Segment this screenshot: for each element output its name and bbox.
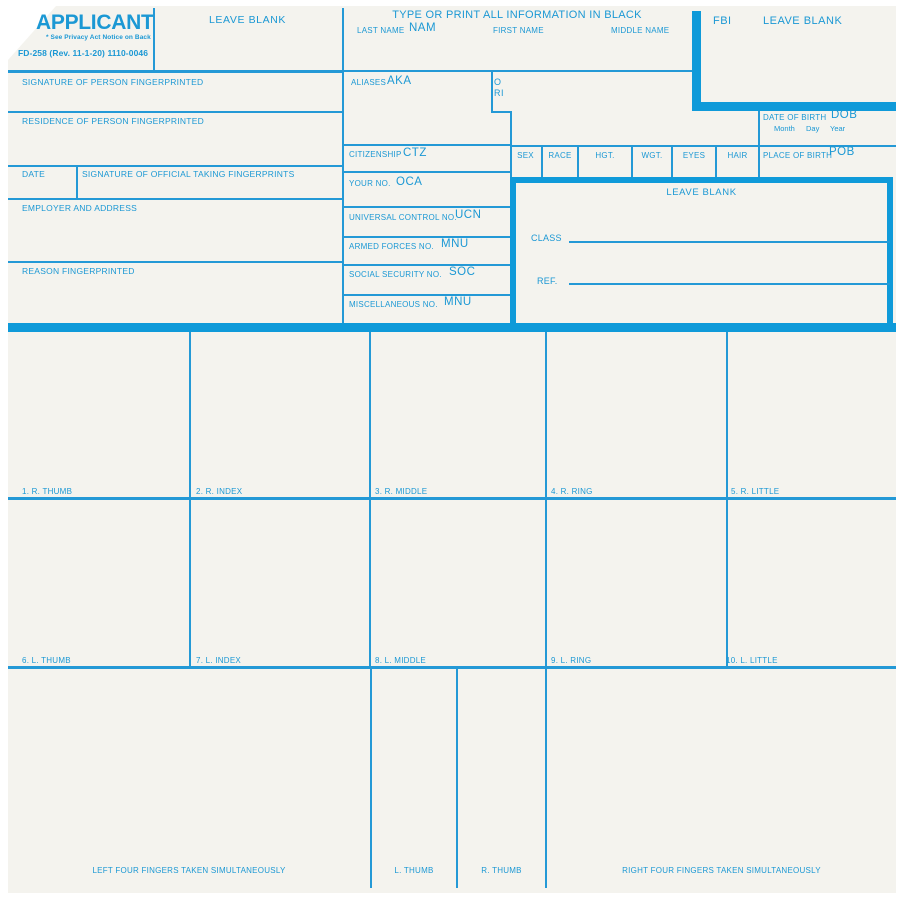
reason-label: REASON FINGERPRINTED	[22, 266, 135, 276]
aliases-value[interactable]: AKA	[387, 75, 412, 87]
reason-field[interactable]	[10, 278, 340, 320]
fbi-label: FBI	[713, 15, 732, 27]
last-name-label: LAST NAME	[357, 26, 405, 35]
section-divider-bar	[8, 323, 896, 332]
miscellaneous-value[interactable]: MNU	[444, 296, 472, 308]
divider	[456, 669, 458, 888]
print-box-l-thumb[interactable]	[8, 500, 187, 652]
class-box-title: LEAVE BLANK	[666, 187, 737, 198]
hair-header[interactable]: HAIR	[727, 151, 748, 160]
print-label-r-middle: 3. R. MIDDLE	[375, 487, 428, 496]
print-label-l-little: 10. L. LITTLE	[726, 656, 778, 665]
residence-label: RESIDENCE OF PERSON FINGERPRINTED	[22, 116, 205, 126]
armed-forces-label: ARMED FORCES NO.	[349, 242, 434, 251]
divider	[758, 111, 760, 177]
print-label-r-little: 5. R. LITTLE	[731, 487, 780, 496]
instruction-header: TYPE OR PRINT ALL INFORMATION IN BLACK	[392, 9, 642, 21]
print-box-l-thumb-flat[interactable]	[373, 669, 454, 861]
print-box-r-thumb[interactable]	[8, 332, 187, 484]
class-leave-blank-box	[510, 177, 893, 331]
left-four-label: LEFT FOUR FINGERS TAKEN SIMULTANEOUSLY	[92, 866, 286, 875]
divider	[491, 111, 512, 113]
r-thumb-flat-label: R. THUMB	[481, 866, 522, 875]
divider	[342, 144, 512, 146]
divider	[8, 111, 342, 113]
your-no-value[interactable]: OCA	[396, 176, 423, 188]
divider	[8, 70, 342, 73]
ori-field[interactable]	[515, 75, 685, 141]
aliases-field[interactable]	[346, 92, 489, 142]
print-box-r-middle[interactable]	[371, 332, 543, 484]
applicant-title: APPLICANT	[36, 11, 154, 34]
dob-value[interactable]: DOB	[831, 109, 858, 121]
divider	[342, 206, 512, 208]
leave-blank-header-label: LEAVE BLANK	[208, 14, 287, 26]
class-label: CLASS	[531, 233, 562, 243]
social-security-label: SOCIAL SECURITY NO.	[349, 270, 442, 279]
ori-label: ORI	[494, 77, 504, 98]
print-box-right-four[interactable]	[548, 669, 896, 861]
class-line[interactable]	[569, 241, 890, 243]
print-label-r-ring: 4. R. RING	[551, 487, 593, 496]
print-box-l-index[interactable]	[191, 500, 367, 652]
divider	[577, 145, 579, 177]
dob-label: DATE OF BIRTH	[763, 113, 827, 122]
fbi-leave-blank-label: LEAVE BLANK	[763, 15, 843, 27]
date-label: DATE	[22, 169, 46, 179]
dob-month-label: Month	[774, 124, 795, 133]
print-box-r-index[interactable]	[191, 332, 367, 484]
divider	[8, 261, 342, 263]
fbi-box-left-bar	[692, 11, 701, 111]
divider	[342, 294, 512, 296]
print-box-l-little[interactable]	[728, 500, 896, 652]
dob-year-label: Year	[830, 124, 846, 133]
divider	[342, 236, 512, 238]
divider	[541, 145, 543, 177]
dob-day-label: Day	[806, 124, 820, 133]
your-no-label: YOUR NO.	[349, 179, 391, 188]
citizenship-label: CITIZENSHIP	[349, 150, 402, 159]
employer-field[interactable]	[10, 215, 340, 259]
employer-label: EMPLOYER AND ADDRESS	[22, 203, 138, 213]
sex-header[interactable]: SEX	[517, 151, 534, 160]
divider	[342, 264, 512, 266]
social-security-value[interactable]: SOC	[449, 266, 476, 278]
print-box-l-middle[interactable]	[371, 500, 543, 652]
print-label-r-index: 2. R. INDEX	[196, 487, 243, 496]
print-label-l-index: 7. L. INDEX	[196, 656, 241, 665]
hgt-header[interactable]: HGT.	[595, 151, 615, 160]
armed-forces-value[interactable]: MNU	[441, 238, 469, 250]
print-label-l-middle: 8. L. MIDDLE	[375, 656, 427, 665]
print-label-l-thumb: 6. L. THUMB	[22, 656, 71, 665]
last-name-value[interactable]: NAM	[409, 22, 437, 34]
signature-person-field[interactable]	[10, 88, 340, 110]
print-label-r-thumb: 1. R. THUMB	[22, 487, 73, 496]
divider	[671, 145, 673, 177]
eyes-header[interactable]: EYES	[682, 151, 706, 160]
universal-control-value[interactable]: UCN	[455, 209, 482, 221]
aliases-label: ALIASES	[351, 78, 387, 87]
divider	[631, 145, 633, 177]
print-box-r-little[interactable]	[728, 332, 896, 484]
fbi-leave-blank-area[interactable]	[705, 30, 890, 98]
divider	[370, 669, 372, 888]
universal-control-label: UNIVERSAL CONTROL NO.	[349, 213, 457, 222]
pob-value[interactable]: POB	[829, 146, 855, 158]
name-field[interactable]	[346, 38, 688, 69]
first-name-label: FIRST NAME	[493, 26, 544, 35]
divider	[491, 71, 493, 113]
divider	[342, 8, 344, 331]
divider	[76, 165, 78, 199]
citizenship-value[interactable]: CTZ	[403, 147, 427, 159]
ref-line[interactable]	[569, 283, 890, 285]
ref-label: REF.	[537, 276, 558, 286]
leave-blank-header-area[interactable]	[155, 28, 340, 70]
divider	[545, 669, 547, 888]
l-thumb-flat-label: L. THUMB	[394, 866, 434, 875]
date-field[interactable]	[10, 180, 74, 197]
form-number: FD-258 (Rev. 11-1-20) 1110-0046	[18, 48, 149, 58]
race-header[interactable]: RACE	[548, 151, 572, 160]
fbi-box-bottom-bar	[692, 102, 896, 111]
divider	[8, 165, 342, 167]
print-label-l-ring: 9. L. RING	[551, 656, 592, 665]
signature-person-label: SIGNATURE OF PERSON FINGERPRINTED	[22, 77, 204, 87]
middle-name-label: MIDDLE NAME	[611, 26, 670, 35]
pob-label: PLACE OF BIRTH	[763, 151, 833, 160]
divider	[8, 198, 342, 200]
wgt-header[interactable]: WGT.	[641, 151, 663, 160]
print-box-r-thumb-flat[interactable]	[459, 669, 543, 861]
divider	[342, 70, 694, 72]
print-box-l-ring[interactable]	[547, 500, 724, 652]
print-box-left-four[interactable]	[8, 669, 368, 861]
residence-field[interactable]	[10, 128, 340, 164]
miscellaneous-label: MISCELLANEOUS NO.	[349, 300, 438, 309]
divider	[342, 171, 512, 173]
official-signature-label: SIGNATURE OF OFFICIAL TAKING FINGERPRINTS	[82, 169, 295, 179]
divider	[715, 145, 717, 177]
right-four-label: RIGHT FOUR FINGERS TAKEN SIMULTANEOUSLY	[622, 866, 821, 875]
privacy-note: * See Privacy Act Notice on Back	[46, 34, 151, 41]
official-signature-field[interactable]	[80, 180, 340, 197]
divider	[153, 8, 155, 72]
print-box-r-ring[interactable]	[547, 332, 724, 484]
